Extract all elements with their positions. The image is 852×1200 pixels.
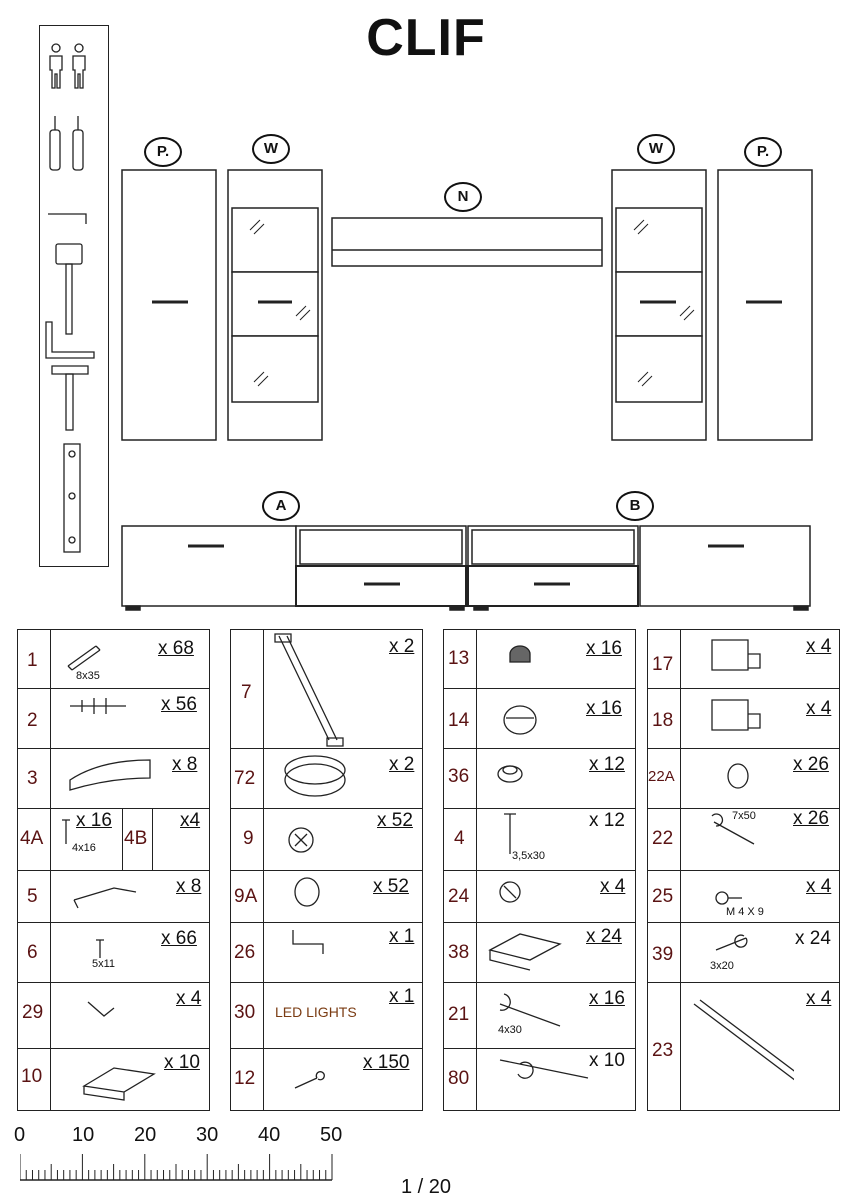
- part-qty: x 2: [389, 754, 415, 775]
- label-p-left: P.: [144, 137, 182, 167]
- ruler-tick-label: 0: [14, 1124, 26, 1146]
- part-qty: x 12: [589, 810, 625, 831]
- hardware-icons: [480, 630, 590, 1110]
- part-num: 9A: [234, 886, 258, 907]
- part-size: 8x35: [76, 670, 100, 682]
- part-num: 26: [234, 942, 256, 963]
- label-p-right: P.: [744, 137, 782, 167]
- ruler-tick-label: 10: [72, 1124, 95, 1146]
- label-n: N: [444, 182, 482, 212]
- led-lights-label: LED LIGHTS: [275, 1004, 357, 1020]
- part-num: 17: [652, 654, 674, 675]
- label-b: B: [616, 491, 654, 521]
- part-num: 24: [448, 886, 470, 907]
- part-qty: x 16: [586, 698, 622, 719]
- ruler-tick-label: 30: [196, 1124, 219, 1146]
- part-qty: x 66: [161, 928, 197, 949]
- part-num: 22: [652, 828, 674, 849]
- hardware-icons: [684, 630, 794, 1110]
- ruler-tick-label: 50: [320, 1124, 343, 1146]
- page-title: CLIF: [366, 9, 486, 67]
- part-size: 4x16: [72, 842, 96, 854]
- part-qty: x 1: [389, 926, 415, 947]
- part-qty: x 16: [76, 810, 112, 831]
- page-number: 1 / 20: [400, 1176, 452, 1198]
- part-num: 29: [22, 1002, 44, 1023]
- part-qty: x 4: [806, 636, 832, 657]
- part-num: 22A: [648, 768, 675, 785]
- part-num: 36: [448, 766, 470, 787]
- part-size: 4x30: [498, 1024, 522, 1036]
- part-num: 13: [448, 648, 470, 669]
- part-num: 7: [241, 682, 252, 703]
- part-num: 38: [448, 942, 470, 963]
- part-qty: x 56: [161, 694, 197, 715]
- ruler-tick-label: 40: [258, 1124, 281, 1146]
- part-num: 72: [234, 768, 256, 789]
- part-num: 30: [234, 1002, 256, 1023]
- part-size: 3x20: [710, 960, 734, 972]
- part-size: M 4 X 9: [726, 906, 764, 918]
- part-size: 5x11: [92, 958, 116, 970]
- label-w-left: W: [252, 134, 290, 164]
- part-num: 2: [27, 710, 38, 731]
- part-num: 3: [27, 768, 38, 789]
- part-num: 18: [652, 710, 674, 731]
- part-num: 23: [652, 1040, 674, 1061]
- ruler-tick-label: 20: [134, 1124, 157, 1146]
- part-qty: x 1: [389, 986, 415, 1007]
- part-qty: x 10: [589, 1050, 625, 1071]
- part-num: 1: [27, 650, 38, 671]
- parts-table-2: [230, 629, 423, 1111]
- part-qty: x 24: [586, 926, 622, 947]
- part-qty: x 26: [793, 754, 829, 775]
- part-qty: x 16: [586, 638, 622, 659]
- parts-table-1: [17, 629, 210, 1111]
- part-qty: x 16: [589, 988, 625, 1009]
- part-num: 9: [243, 828, 254, 849]
- part-qty: x 2: [389, 636, 415, 657]
- part-num: 25: [652, 886, 674, 907]
- part-size: 7x50: [732, 810, 756, 822]
- label-a: A: [262, 491, 300, 521]
- part-qty: x 24: [795, 928, 831, 949]
- part-qty: x 52: [373, 876, 409, 897]
- part-qty: x 4: [806, 988, 832, 1009]
- part-qty: x 4: [600, 876, 626, 897]
- part-qty: x 4: [806, 698, 832, 719]
- part-num: 80: [448, 1068, 470, 1089]
- tools-panel: [39, 25, 109, 567]
- part-qty: x 10: [164, 1052, 200, 1073]
- part-qty: x 12: [589, 754, 625, 775]
- label-w-right: W: [637, 134, 675, 164]
- part-num: 4B: [124, 828, 148, 849]
- part-qty: x 68: [158, 638, 194, 659]
- hardware-icons: [54, 630, 164, 1110]
- part-num: 4A: [20, 828, 44, 849]
- part-qty: x 8: [172, 754, 198, 775]
- part-qty: x 26: [793, 808, 829, 829]
- part-num: 12: [234, 1068, 256, 1089]
- ruler: [14, 1124, 354, 1184]
- part-qty: x4: [180, 810, 201, 831]
- part-size: 3,5x30: [512, 850, 546, 862]
- tools-illustration-icon: [40, 26, 108, 566]
- part-qty: x 8: [176, 876, 202, 897]
- parts-table-3: [443, 629, 636, 1111]
- parts-table-4: [647, 629, 840, 1111]
- hardware-icons: [267, 630, 377, 1110]
- part-num: 14: [448, 710, 470, 731]
- part-qty: x 52: [377, 810, 413, 831]
- part-num: 21: [448, 1004, 470, 1025]
- part-num: 5: [27, 886, 38, 907]
- part-qty: x 4: [806, 876, 832, 897]
- part-num: 6: [27, 942, 38, 963]
- part-num: 4: [454, 828, 465, 849]
- part-num: 10: [21, 1066, 43, 1087]
- part-qty: x 4: [176, 988, 202, 1009]
- part-num: 39: [652, 944, 674, 965]
- part-qty: x 150: [363, 1052, 410, 1073]
